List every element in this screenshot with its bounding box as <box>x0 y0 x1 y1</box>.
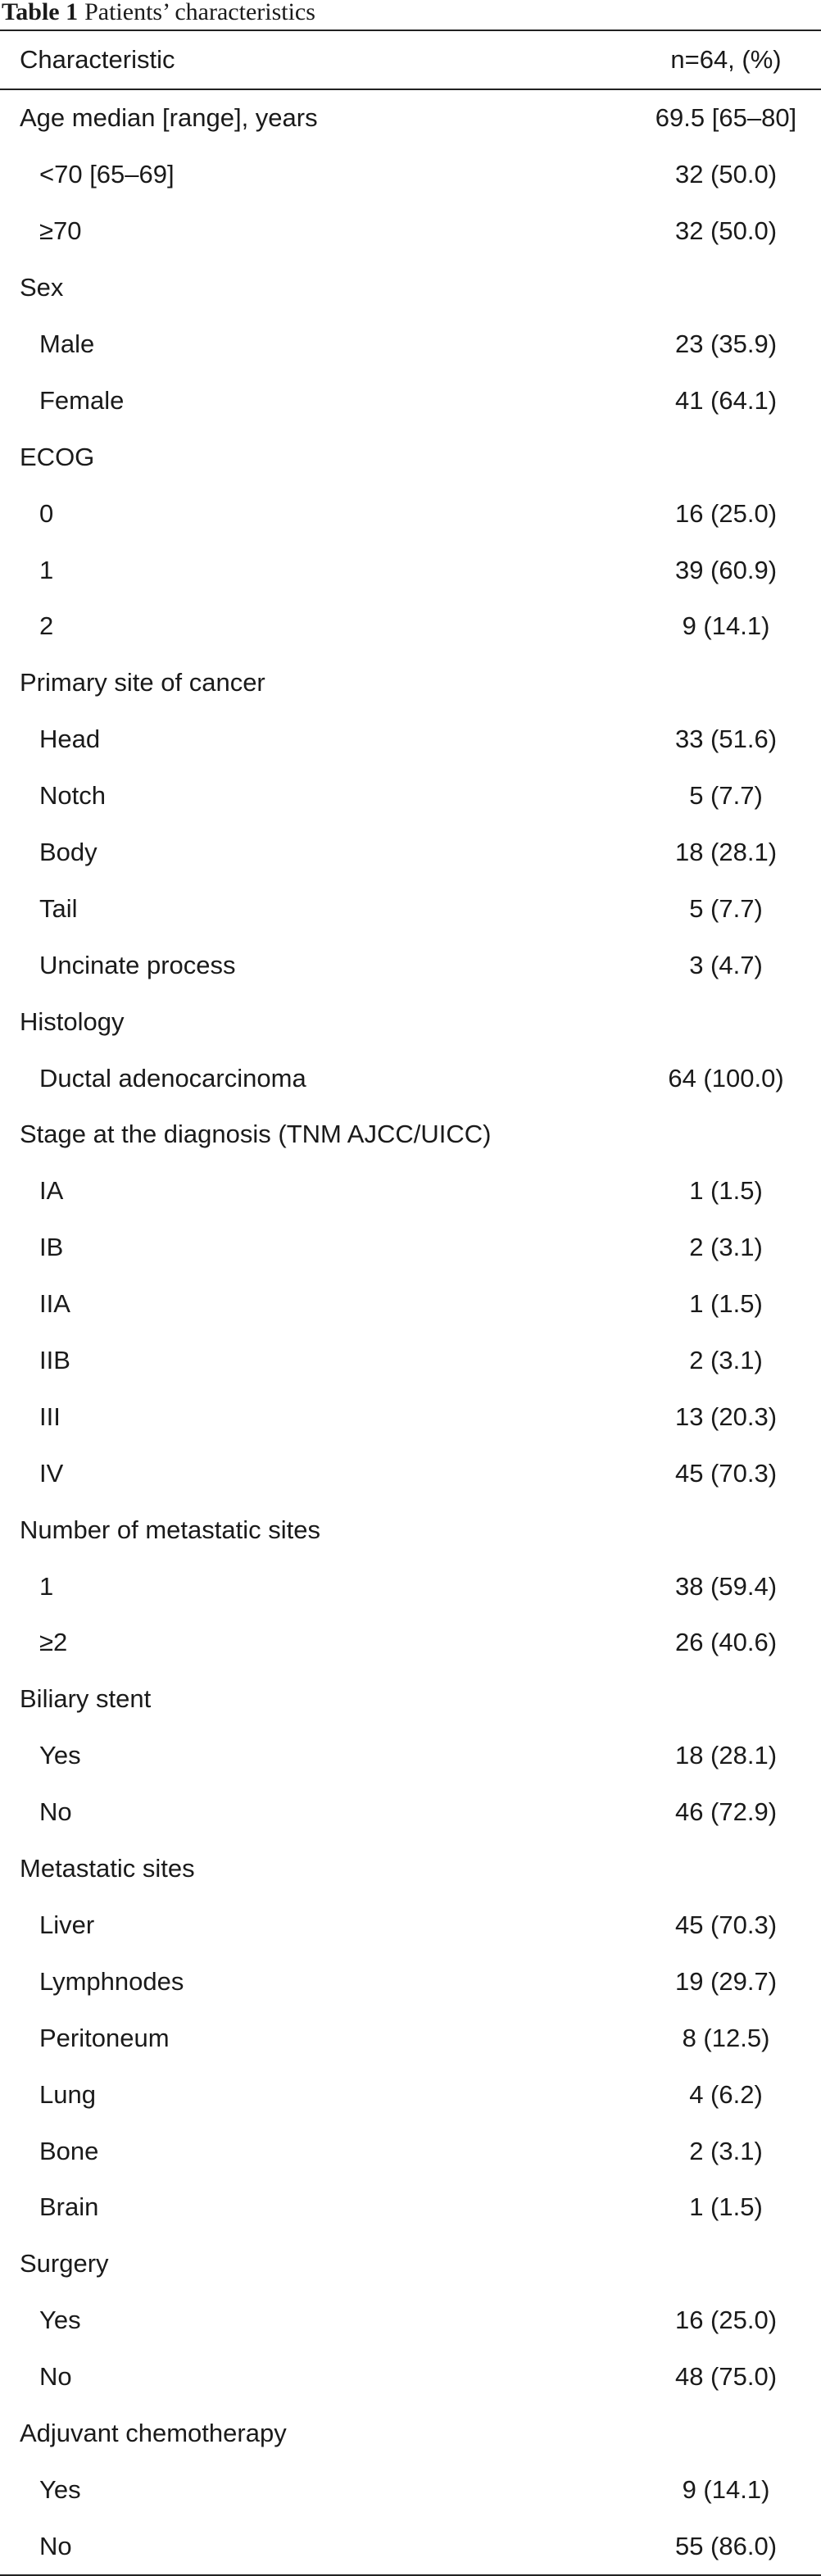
row-characteristic: No <box>39 2362 72 2392</box>
row-value: 16 (25.0) <box>674 2306 778 2335</box>
table-row <box>0 1163 821 1220</box>
row-characteristic: Female <box>39 385 125 415</box>
table-row <box>0 655 821 711</box>
row-value: 3 (4.7) <box>689 950 763 979</box>
table-row <box>0 598 821 655</box>
row-characteristic: ≥2 <box>39 1628 68 1657</box>
row-value: 39 (60.9) <box>674 555 778 584</box>
row-characteristic: Uncinate process <box>39 950 236 979</box>
table-row <box>0 2123 821 2179</box>
table-row <box>0 147 821 203</box>
table-row <box>0 768 821 825</box>
row-value: 23 (35.9) <box>674 329 778 358</box>
table-row <box>0 993 821 1050</box>
row-value: 5 (7.7) <box>689 781 763 811</box>
row-characteristic: Head <box>39 725 101 754</box>
row-value: 45 (70.3) <box>674 1910 778 1939</box>
row-value: 26 (40.6) <box>674 1628 778 1657</box>
table-row <box>0 2349 821 2406</box>
table-row <box>0 1220 821 1276</box>
row-value: 19 (29.7) <box>674 1966 778 1996</box>
table-row <box>0 1276 821 1333</box>
row-value: 55 (86.0) <box>674 2531 778 2560</box>
table-row <box>0 316 821 373</box>
row-characteristic: Peritoneum <box>39 2023 170 2052</box>
row-characteristic: Surgery <box>20 2249 109 2278</box>
row-characteristic: Body <box>39 838 98 867</box>
row-characteristic: IB <box>39 1233 64 1262</box>
row-value: 32 (50.0) <box>674 160 778 189</box>
row-value: 32 (50.0) <box>674 216 778 246</box>
row-value: 2 (3.1) <box>689 1233 763 1262</box>
row-characteristic: III <box>39 1402 61 1431</box>
row-value: 45 (70.3) <box>674 1458 778 1488</box>
row-characteristic: Bone <box>39 2136 99 2165</box>
table-row <box>0 2292 821 2349</box>
row-value: 2 (3.1) <box>689 2136 763 2165</box>
table-row <box>0 372 821 429</box>
row-characteristic: Histology <box>20 1006 125 1036</box>
table-row <box>0 1106 821 1163</box>
table-row <box>0 542 821 598</box>
table-row <box>0 2066 821 2123</box>
table-caption <box>0 0 821 30</box>
row-characteristic: Adjuvant chemotherapy <box>20 2418 287 2447</box>
table-row <box>0 937 821 993</box>
row-value: 64 (100.0) <box>668 1063 784 1093</box>
table-row <box>0 1841 821 1897</box>
row-value: 5 (7.7) <box>689 893 763 923</box>
table-row <box>0 1784 821 1841</box>
row-value: 2 (3.1) <box>689 1346 763 1375</box>
row-characteristic: IV <box>39 1458 64 1488</box>
row-characteristic: Stage at the diagnosis (TNM AJCC/UICC) <box>20 1120 492 1149</box>
row-characteristic: 2 <box>39 611 54 641</box>
table-row <box>0 2461 821 2518</box>
row-characteristic: Age median [range], years <box>20 103 318 133</box>
row-value: 4 (6.2) <box>689 2079 763 2109</box>
row-characteristic: ≥70 <box>39 216 82 246</box>
table-row <box>0 2179 821 2236</box>
row-characteristic: Sex <box>20 273 64 302</box>
row-characteristic: <70 [65–69] <box>39 160 175 189</box>
row-characteristic: Biliary stent <box>20 1684 152 1714</box>
row-value: 9 (14.1) <box>682 2474 770 2504</box>
row-characteristic: Brain <box>39 2192 99 2222</box>
row-characteristic: Male <box>39 329 95 358</box>
row-characteristic: IIA <box>39 1289 70 1319</box>
table-row <box>0 260 821 316</box>
table-row <box>0 1671 821 1728</box>
table-row <box>0 880 821 937</box>
table-row <box>0 1728 821 1784</box>
row-characteristic: Primary site of cancer <box>20 668 265 697</box>
row-characteristic: Yes <box>39 2306 81 2335</box>
row-value: 38 (59.4) <box>674 1571 778 1601</box>
table-row <box>0 1388 821 1445</box>
row-value: 18 (28.1) <box>674 838 778 867</box>
row-characteristic: Liver <box>39 1910 95 1939</box>
row-value: 18 (28.1) <box>674 1741 778 1770</box>
table-row <box>0 2406 821 2462</box>
table-caption-text: Patients’ characteristics <box>84 0 315 25</box>
table-row <box>0 203 821 260</box>
row-characteristic: Yes <box>39 1741 81 1770</box>
table-row <box>0 825 821 881</box>
table-row <box>0 1953 821 2010</box>
table-row <box>0 1502 821 1558</box>
table-caption-label: Table 1 <box>2 0 79 25</box>
row-value: 1 (1.5) <box>689 1289 763 1319</box>
row-characteristic: No <box>39 2531 72 2560</box>
row-value: 33 (51.6) <box>674 725 778 754</box>
row-characteristic: 1 <box>39 555 54 584</box>
row-characteristic: Lymphnodes <box>39 1966 184 1996</box>
row-value: 9 (14.1) <box>682 611 770 641</box>
row-characteristic: Number of metastatic sites <box>20 1515 320 1544</box>
row-characteristic: ECOG <box>20 442 95 471</box>
row-value: 48 (75.0) <box>674 2362 778 2392</box>
table-row <box>0 90 821 147</box>
header-value: n=64, (%) <box>670 45 782 74</box>
row-characteristic: No <box>39 1797 72 1827</box>
table-row <box>0 2236 821 2292</box>
row-characteristic: Metastatic sites <box>20 1854 195 1883</box>
table-row <box>0 1897 821 1954</box>
row-characteristic: Yes <box>39 2474 81 2504</box>
row-value: 69.5 [65–80] <box>655 103 797 133</box>
table-body <box>0 90 821 2574</box>
header-characteristic: Characteristic <box>20 45 175 74</box>
table-row <box>0 1050 821 1106</box>
row-characteristic: Tail <box>39 893 78 923</box>
row-value: 41 (64.1) <box>674 385 778 415</box>
row-characteristic: Lung <box>39 2079 96 2109</box>
table-row <box>0 2518 821 2574</box>
row-value: 46 (72.9) <box>674 1797 778 1827</box>
row-characteristic: Notch <box>39 781 106 811</box>
row-value: 16 (25.0) <box>674 498 778 528</box>
table-row <box>0 1615 821 1671</box>
table-row <box>0 711 821 768</box>
table-header-row <box>0 31 821 89</box>
row-characteristic: 0 <box>39 498 54 528</box>
table-row <box>0 485 821 542</box>
row-characteristic: IIB <box>39 1346 70 1375</box>
table-row <box>0 1333 821 1389</box>
row-characteristic: IA <box>39 1176 64 1206</box>
row-characteristic: Ductal adenocarcinoma <box>39 1063 306 1093</box>
row-value: 8 (12.5) <box>682 2023 770 2052</box>
row-value: 1 (1.5) <box>689 2192 763 2222</box>
row-characteristic: 1 <box>39 1571 54 1601</box>
row-value: 13 (20.3) <box>674 1402 778 1431</box>
table-row <box>0 2010 821 2066</box>
table-row <box>0 1558 821 1615</box>
row-value: 1 (1.5) <box>689 1176 763 1206</box>
table-row <box>0 1445 821 1502</box>
table-row <box>0 429 821 485</box>
